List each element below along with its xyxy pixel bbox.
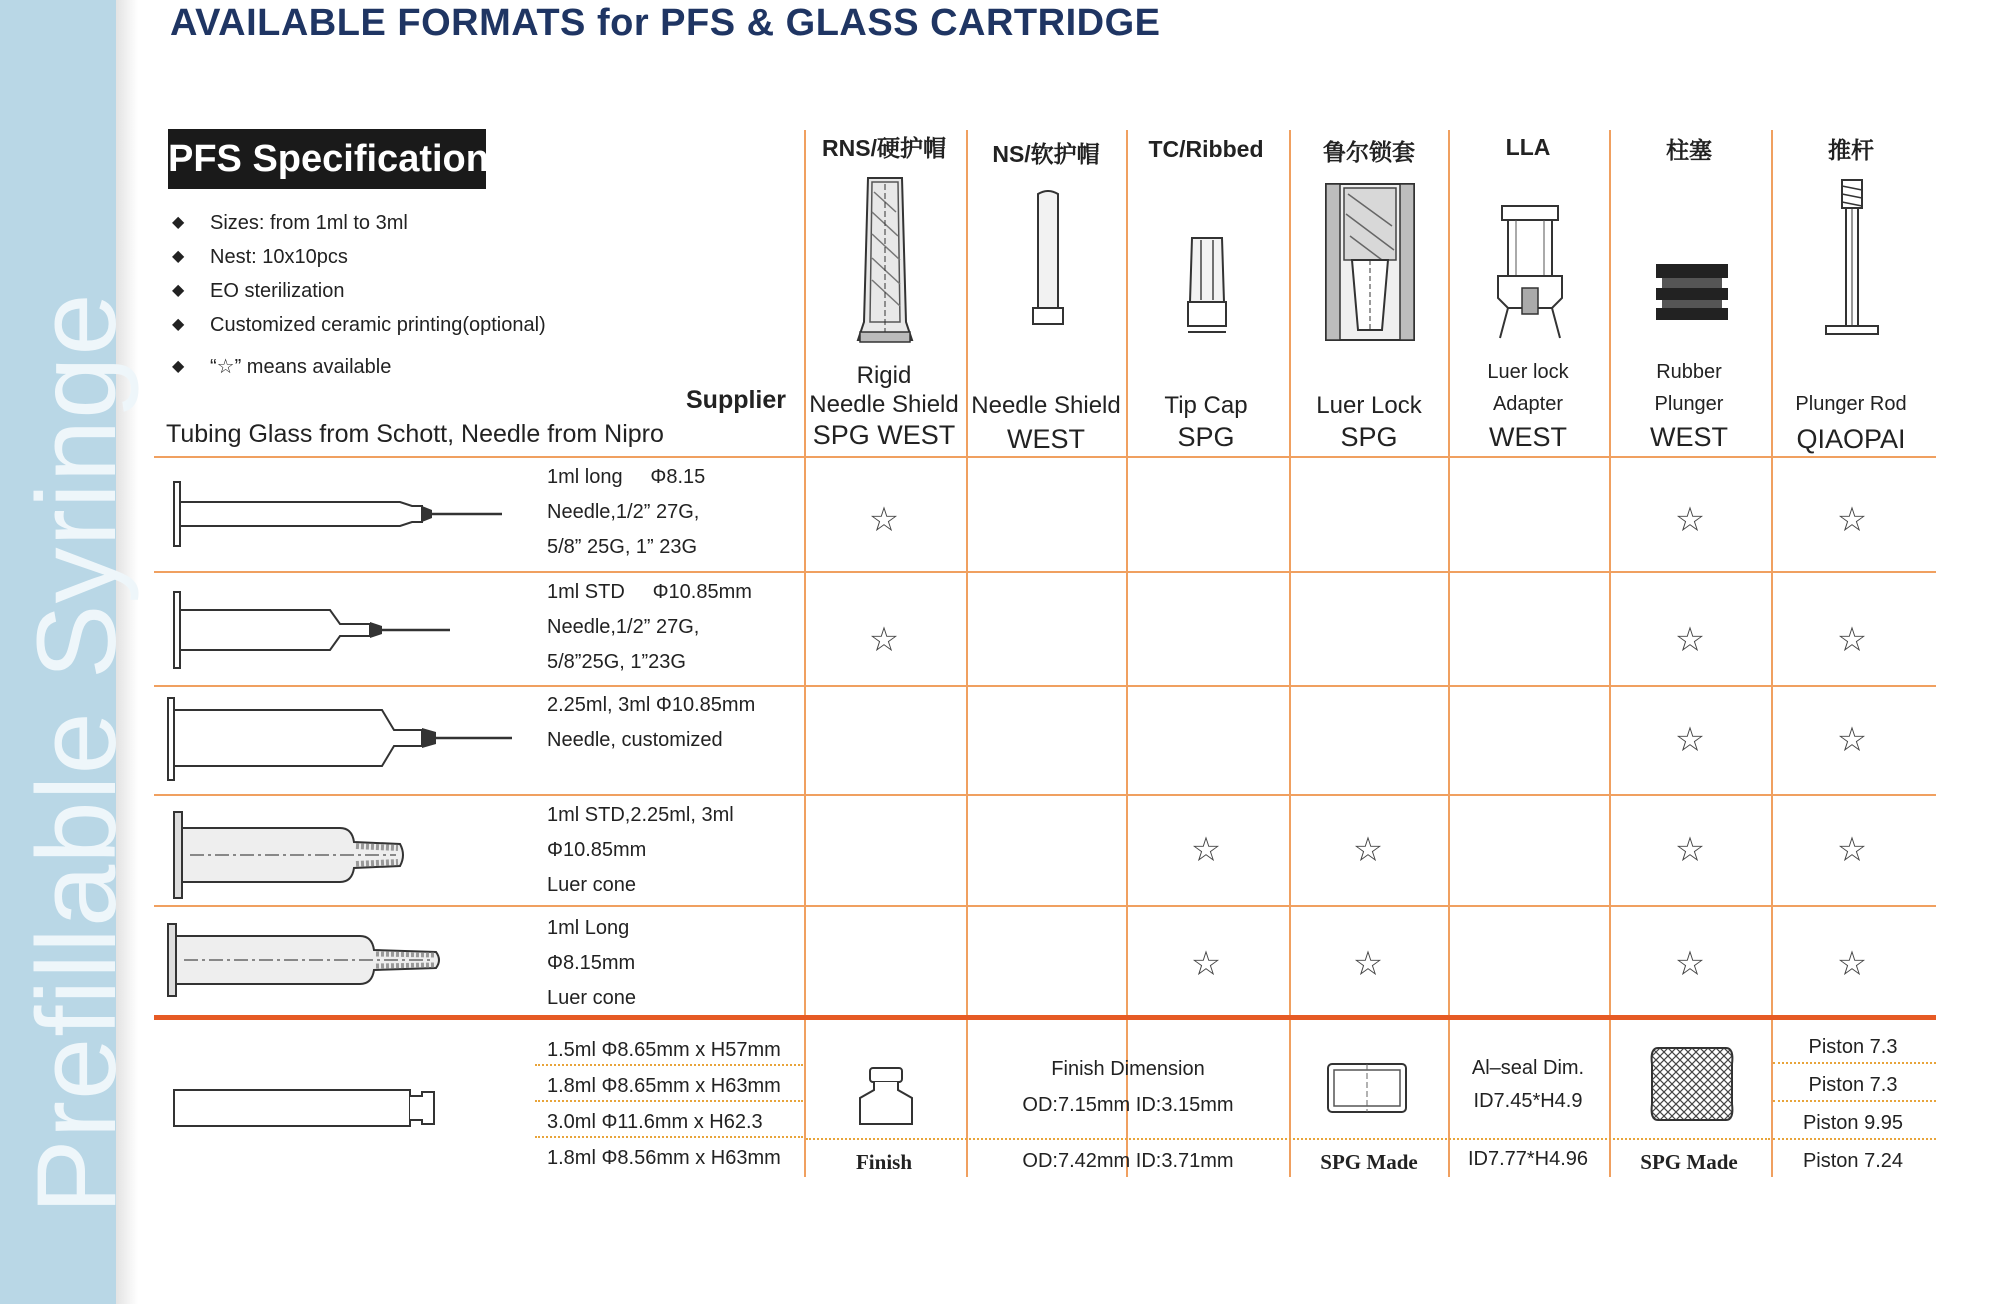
cartridge-spec-3: 3.0ml Φ11.6mm x H62.3 [547, 1111, 763, 1133]
col-header-plunger: 柱塞 [1666, 137, 1712, 163]
cartridge-spec-4: 1.8ml Φ8.56mm x H63mm [547, 1147, 781, 1169]
cartridge-icon [170, 1084, 440, 1132]
luer-lock-adapter-icon [1490, 198, 1570, 344]
col-header-rod: 推杆 [1828, 137, 1874, 163]
grid-line [154, 794, 1936, 796]
page-title: AVAILABLE FORMATS for PFS & GLASS CARTRIDGE [170, 2, 1161, 44]
available-star: ☆ [1674, 721, 1706, 759]
col-name-luer-lock [1291, 391, 1447, 420]
col-name-plunger [1611, 356, 1767, 420]
row-desc-1 [547, 460, 705, 565]
row-desc-line: 1ml Long [547, 917, 630, 939]
available-star: ☆ [1352, 945, 1384, 983]
syringe-3ml-icon [160, 696, 520, 782]
available-star: ☆ [1836, 721, 1868, 759]
syringe-luer-cone-long-icon [160, 920, 450, 1000]
dotted-divider [806, 1138, 1770, 1140]
dotted-divider [1773, 1100, 1936, 1102]
grid-line [154, 571, 1936, 573]
al-seal-1: ID7.45*H4.9 [1473, 1090, 1583, 1112]
row-desc-4 [547, 798, 734, 903]
available-star: ☆ [1836, 831, 1868, 869]
spec-bullet: ◆ EO sterilization [172, 276, 546, 310]
col-supplier-luer-lock: SPG [1340, 422, 1398, 452]
spec-bullet: ◆ Nest: 10x10pcs [172, 242, 546, 276]
col-name-rns [806, 361, 962, 419]
tubing-note: Tubing Glass from Schott, Needle from Nipro [166, 420, 664, 448]
grid-line [154, 456, 1936, 458]
spg-made-label: SPG Made [1640, 1150, 1738, 1174]
spec-bullet: ◆ “☆” means available [172, 352, 546, 386]
col-name-tc [1128, 391, 1284, 420]
luer-lock-icon [1322, 180, 1418, 344]
available-star: ☆ [1674, 945, 1706, 983]
spec-heading: PFS Specification [168, 129, 486, 189]
al-seal-cap-icon [1324, 1060, 1410, 1116]
row-desc-line: Needle,1/2” 27G, [547, 616, 700, 638]
col-name-line: Plunger Rod [1795, 393, 1907, 415]
row-desc-line: 1ml STD Φ10.85mm [547, 581, 752, 603]
rubber-plunger-icon [1652, 262, 1732, 322]
row-desc-line: 1ml long Φ8.15 [547, 466, 706, 488]
section-divider [154, 1015, 1936, 1020]
cartridge-spec-1: 1.5ml Φ8.65mm x H57mm [547, 1039, 781, 1061]
col-name-line: Plunger [1654, 393, 1724, 415]
al-seal-title: Al–seal Dim. [1471, 1057, 1585, 1079]
grid-line [154, 905, 1936, 907]
plunger-rod-icon [1822, 176, 1882, 342]
col-supplier-ns: WEST [1007, 424, 1085, 454]
col-name-line: Needle Shield [809, 391, 959, 418]
row-desc-line: 1ml STD,2.25ml, 3ml [547, 804, 734, 826]
row-desc-line: Needle, customized [547, 729, 723, 751]
syringe-luer-cone-std-icon [160, 808, 420, 902]
syringe-1ml-std-icon [160, 590, 460, 670]
dotted-divider [1773, 1138, 1936, 1140]
col-header-rns: RNS/硬护帽 [822, 135, 946, 161]
row-desc-line: Φ8.15mm [547, 952, 636, 974]
col-supplier-plunger: WEST [1650, 422, 1728, 452]
cartridge-spec-2: 1.8ml Φ8.65mm x H63mm [547, 1075, 781, 1097]
col-name-rod [1773, 388, 1929, 420]
col-header-luer-lock: 鲁尔锁套 [1323, 139, 1415, 165]
available-star: ☆ [1190, 831, 1222, 869]
dotted-divider [535, 1136, 803, 1138]
col-name-line: Needle Shield [971, 392, 1121, 419]
row-desc-line: 5/8”25G, 1”23G [547, 651, 686, 673]
side-title: Prefillable Syringe [14, 292, 139, 1214]
grid-line [154, 685, 1936, 687]
piston-1: Piston 7.3 [1808, 1036, 1898, 1058]
spec-bullet-list [172, 208, 546, 386]
available-star: ☆ [868, 501, 900, 539]
syringe-1ml-long-icon [160, 478, 510, 550]
col-supplier-lla: WEST [1489, 422, 1567, 452]
spg-made-label: SPG Made [1320, 1150, 1418, 1174]
col-header-tc: TC/Ribbed [1148, 136, 1264, 162]
row-desc-line: 5/8” 25G, 1” 23G [547, 536, 698, 558]
al-seal-2: ID7.77*H4.96 [1467, 1148, 1589, 1170]
available-star: ☆ [1836, 945, 1868, 983]
row-desc-line: Luer cone [547, 874, 636, 896]
row-desc-line: Φ10.85mm [547, 839, 647, 861]
supplier-label: Supplier [686, 386, 787, 414]
available-star: ☆ [1190, 945, 1222, 983]
available-star: ☆ [1674, 831, 1706, 869]
col-name-line: Rigid [856, 362, 912, 389]
row-desc-line: Needle,1/2” 27G, [547, 501, 700, 523]
available-star: ☆ [868, 621, 900, 659]
available-star: ☆ [1836, 621, 1868, 659]
spec-bullet: ◆ Customized ceramic printing(optional) [172, 310, 546, 344]
col-name-line: Luer Lock [1316, 392, 1422, 419]
piston-4: Piston 7.24 [1802, 1150, 1904, 1172]
row-desc-line: Luer cone [547, 987, 636, 1009]
spec-bullet: ◆ Sizes: from 1ml to 3ml [172, 208, 546, 242]
needle-shield-icon [1030, 190, 1066, 330]
available-star: ☆ [1674, 501, 1706, 539]
row-desc-2 [547, 575, 752, 680]
col-supplier-rns: SPG WEST [812, 420, 956, 450]
col-name-line: Luer lock [1487, 361, 1569, 383]
available-star: ☆ [1836, 501, 1868, 539]
available-star: ☆ [1352, 831, 1384, 869]
finish-dimension-title: Finish Dimension [1051, 1058, 1205, 1080]
piston-2: Piston 7.3 [1808, 1074, 1898, 1096]
row-desc-3 [547, 688, 755, 758]
col-header-lla: LLA [1505, 134, 1551, 160]
col-name-ns [968, 391, 1124, 420]
dotted-divider [535, 1100, 803, 1102]
available-star: ☆ [1674, 621, 1706, 659]
row-desc-5 [547, 911, 636, 1016]
col-supplier-tc: SPG [1177, 422, 1235, 452]
col-supplier-rod: QIAOPAI [1796, 424, 1906, 454]
finish-dimension-1: OD:7.15mm ID:3.15mm [1022, 1094, 1234, 1116]
row-desc-line: 2.25ml, 3ml Φ10.85mm [547, 694, 756, 716]
col-header-ns: NS/软护帽 [992, 141, 1100, 167]
tip-cap-icon [1184, 232, 1230, 340]
rigid-needle-shield-icon [850, 172, 920, 350]
col-name-line: Rubber [1656, 361, 1722, 383]
piston-3: Piston 9.95 [1802, 1112, 1904, 1134]
finish-vial-icon [856, 1064, 916, 1128]
mesh-piston-icon [1648, 1044, 1736, 1124]
col-name-line: Tip Cap [1164, 392, 1248, 419]
finish-label: Finish [855, 1150, 913, 1174]
col-name-line: Adapter [1492, 393, 1564, 415]
col-name-lla [1450, 356, 1606, 420]
finish-dimension-2: OD:7.42mm ID:3.71mm [1022, 1150, 1234, 1172]
dotted-divider [535, 1064, 803, 1066]
dotted-divider [1773, 1062, 1936, 1064]
